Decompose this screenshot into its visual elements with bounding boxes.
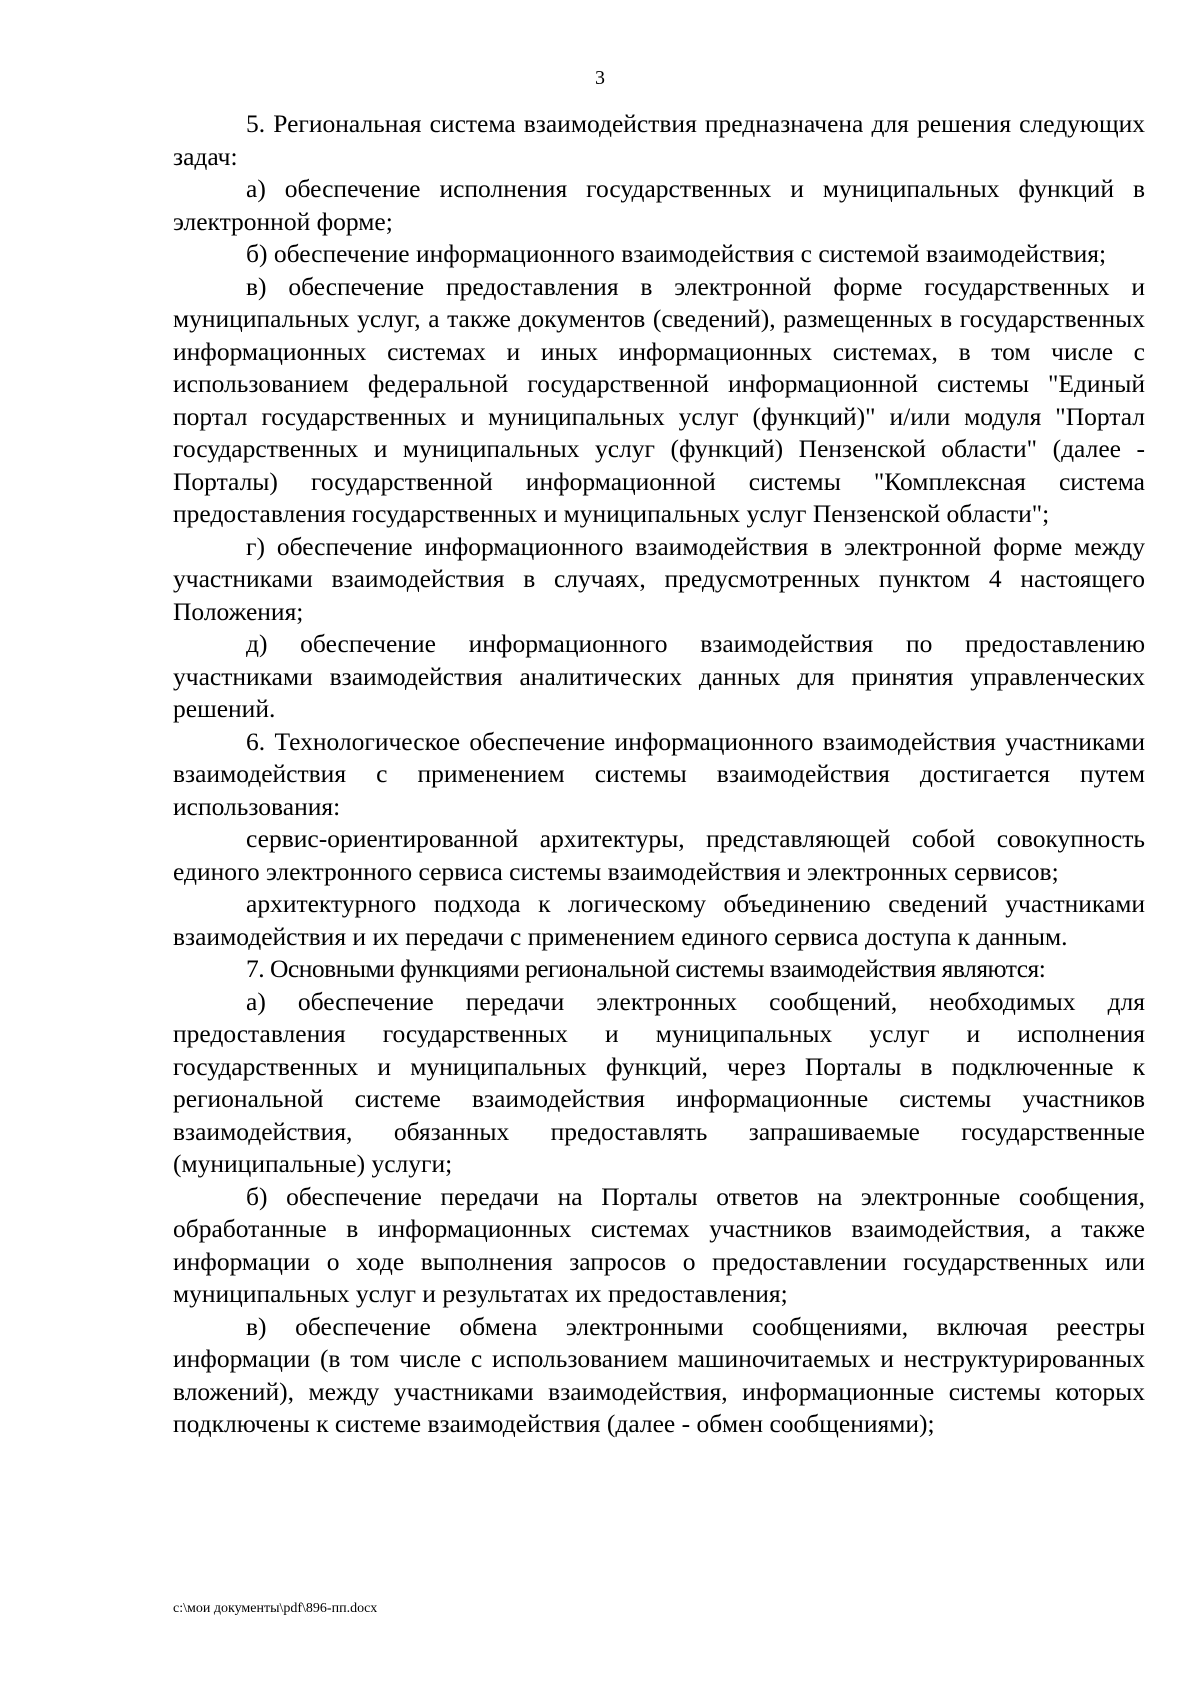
- paragraph-6: 6. Технологическое обеспечение информационного взаимодействия участниками взаимодействия с применением системы взаимодействия достигается путем использования:: [173, 726, 1145, 821]
- footer-file-path: c:\мои документы\pdf\896-пп.docx: [173, 1601, 378, 1616]
- document-body: [173, 108, 1145, 1441]
- paragraph-5g: г) обеспечение информационного взаимодействия в электронной форме между участниками взаимодействия в случаях, предусмотренных пунктом 4 настоящего Положения;: [173, 531, 1145, 626]
- paragraph-5d: д) обеспечение информационного взаимодействия по предоставлению участниками взаимодействия аналитических данных для принятия управленческих решений.: [173, 629, 1145, 723]
- paragraph-7v: в) обеспечение обмена электронными сообщениями, включая реестры информации (в том числе с использованием машиночитаемых и неструктурированных вложений), между участниками взаимодействия, информационные системы которых подключены к системе взаимодействия (далее - обмен сообщениями);: [173, 1311, 1145, 1438]
- paragraph-7a: а) обеспечение передачи электронных сообщений, необходимых для предоставления государственных и муниципальных услуг и исполнения государственных и муниципальных функций, через Порталы в подключенные к региональной системе взаимодействия информационные системы участников взаимодействия, обязанных предоставлять запрашиваемые государственные (муниципальные) услуги;: [173, 986, 1145, 1178]
- paragraph-5v: в) обеспечение предоставления в электронной форме государственных и муниципальных услуг, а также документов (сведений), размещенных в государственных информационных системах и иных информационных системах, в том числе с использованием федеральной государственной информационной системы "Единый портал государственных и муниципальных услуг (функций)" и/или модуля "Портал государственных и муниципальных услуг (функций) Пензенской области" (далее - Порталы) государственной информационной системы "Комплексная система предоставления государственных и муниципальных услуг Пензенской области";: [173, 271, 1145, 528]
- paragraph-6-item-2: архитектурного подхода к логическому объединению сведений участниками взаимодействия и их передачи с применением единого сервиса доступа к данным.: [173, 889, 1145, 951]
- paragraph-7: 7. Основными функциями региональной системы взаимодействия являются:: [246, 954, 1046, 983]
- page-number: 3: [595, 67, 605, 89]
- paragraph-7b: б) обеспечение передачи на Порталы ответов на электронные сообщения, обработанные в информационных системах участников взаимодействия, а также информации о ходе выполнения запросов о предоставлении государственных или муниципальных услуг и результатах их предоставления;: [173, 1181, 1145, 1308]
- paragraph-5b: б) обеспечение информационного взаимодействия с системой взаимодействия;: [246, 239, 1107, 268]
- paragraph-5a: а) обеспечение исполнения государственных и муниципальных функций в электронной форме;: [173, 174, 1145, 236]
- paragraph-6-item-1: сервис-ориентированной архитектуры, представляющей собой совокупность единого электронного сервиса системы взаимодействия и электронных сервисов;: [173, 824, 1145, 886]
- paragraph-5: 5. Региональная система взаимодействия предназначена для решения следующих задач:: [173, 109, 1145, 171]
